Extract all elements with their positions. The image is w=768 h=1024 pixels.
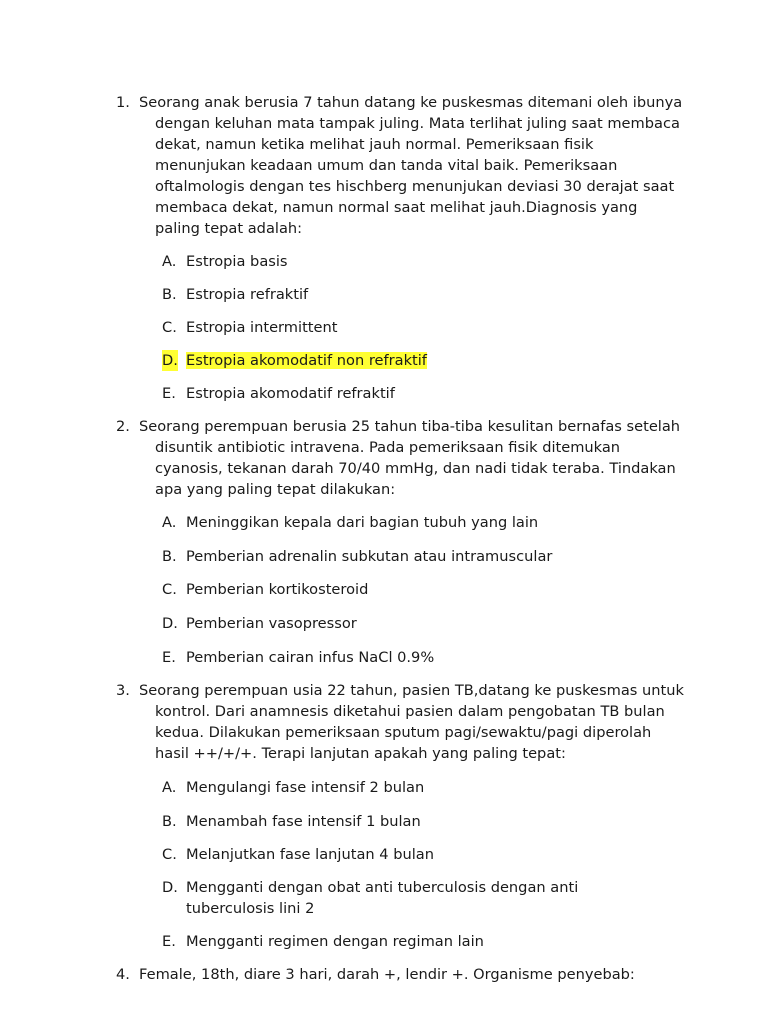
option-2d xyxy=(0,613,626,634)
option-letter: B. xyxy=(162,813,177,830)
question-2 xyxy=(0,416,685,500)
option-1d-highlighted xyxy=(0,350,626,371)
option-letter: D. xyxy=(162,615,178,632)
option-letter: D. xyxy=(162,879,178,896)
question-text: Seorang perempuan berusia 25 tahun tiba-tiba kesulitan bernafas setelah disuntik antibiotic intravena. Pada pemeriksaan fisik ditemukan cyanosis, tekanan darah 70/40 mmHg, dan nadi tidak teraba. Tindakan apa yang paling tepat dilakukan: xyxy=(139,418,681,498)
option-text: Estropia akomodatif refraktif xyxy=(186,385,395,402)
option-text: Pemberian adrenalin subkutan atau intramuscular xyxy=(186,548,553,565)
option-3c xyxy=(0,844,626,865)
option-text: Pemberian cairan infus NaCl 0.9% xyxy=(186,649,435,666)
option-text: Meninggikan kepala dari bagian tubuh yang lain xyxy=(186,514,539,531)
question-1 xyxy=(0,92,685,239)
question-number: 4. xyxy=(116,966,130,983)
question-text: Seorang perempuan usia 22 tahun, pasien TB,datang ke puskesmas untuk kontrol. Dari anamnesis diketahui pasien dalam pengobatan TB bulan kedua. Dilakukan pemeriksaan sputum pagi/sewaktu/pagi diperolah hasil ++/+/+. Terapi lanjutan apakah yang paling tepat: xyxy=(139,682,684,762)
option-letter: E. xyxy=(162,649,176,666)
option-2c xyxy=(0,579,626,600)
option-text: Pemberian vasopressor xyxy=(186,615,357,632)
question-3 xyxy=(0,680,685,764)
option-text: Estropia basis xyxy=(186,253,288,270)
option-text: Estropia refraktif xyxy=(186,286,309,303)
document-page xyxy=(0,92,768,985)
option-letter: E. xyxy=(162,385,176,402)
option-letter: A. xyxy=(162,514,177,531)
option-letter: E. xyxy=(162,933,176,950)
option-letter: C. xyxy=(162,846,177,863)
option-1e xyxy=(0,383,626,404)
option-text: Pemberian kortikosteroid xyxy=(186,581,369,598)
option-letter: C. xyxy=(162,581,177,598)
option-text: Estropia intermittent xyxy=(186,319,338,336)
option-3e xyxy=(0,931,626,952)
option-letter: B. xyxy=(162,286,177,303)
option-text: Mengulangi fase intensif 2 bulan xyxy=(186,779,425,796)
option-2a xyxy=(0,512,626,533)
option-1c xyxy=(0,317,626,338)
question-number: 1. xyxy=(116,94,130,111)
question-number: 3. xyxy=(116,682,130,699)
option-text: Melanjutkan fase lanjutan 4 bulan xyxy=(186,846,434,863)
option-2b xyxy=(0,546,626,567)
question-text: Seorang anak berusia 7 tahun datang ke puskesmas ditemani oleh ibunya dengan keluhan mata tampak juling. Mata terlihat juling saat membaca dekat, namun ketika melihat jauh normal. Pemeriksaan fisik menunjukan keadaan umum dan tanda vital baik. Pemeriksaan oftalmologis dengan tes hischberg menunjukan deviasi 30 derajat saat membaca dekat, namun normal saat melihat jauh.Diagnosis yang paling tepat adalah: xyxy=(139,94,683,237)
option-letter: D. xyxy=(162,352,178,369)
option-3a xyxy=(0,777,626,798)
option-text: Estropia akomodatif non refraktif xyxy=(186,352,427,369)
option-letter: C. xyxy=(162,319,177,336)
option-text: Mengganti regimen dengan regiman lain xyxy=(186,933,484,950)
option-letter: A. xyxy=(162,779,177,796)
option-text: Mengganti dengan obat anti tuberculosis dengan anti tuberculosis lini 2 xyxy=(186,879,579,917)
option-text: Menambah fase intensif 1 bulan xyxy=(186,813,421,830)
question-4 xyxy=(0,964,715,985)
option-3d xyxy=(0,877,606,919)
option-3b xyxy=(0,811,626,832)
option-2e xyxy=(0,647,626,668)
option-1b xyxy=(0,284,626,305)
question-text: Female, 18th, diare 3 hari, darah +, lendir +. Organisme penyebab: xyxy=(139,966,635,983)
question-number: 2. xyxy=(116,418,130,435)
option-1a xyxy=(0,251,626,272)
option-letter: B. xyxy=(162,548,177,565)
option-letter: A. xyxy=(162,253,177,270)
